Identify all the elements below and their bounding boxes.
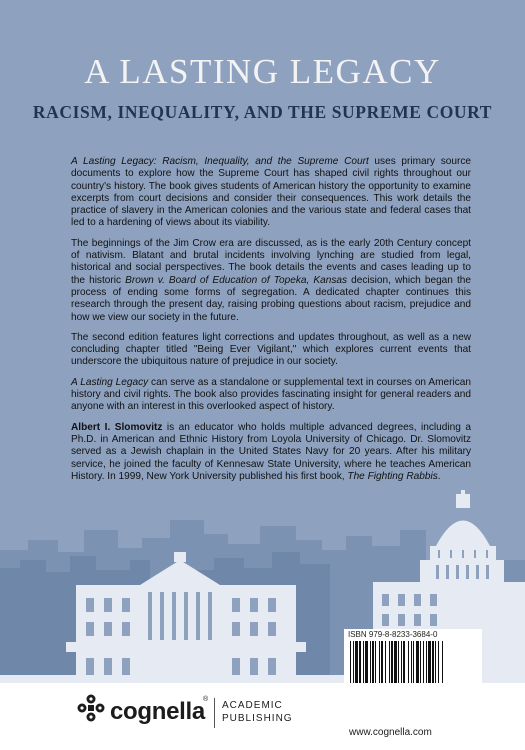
paragraph-4: A Lasting Legacy can serve as a standalone or supplemental text in courses on American history and civil rights. The book also provides fascinating insight for general readers and anyone with an interest in this overlooked aspect of history. [71, 376, 471, 413]
paragraph-1: A Lasting Legacy: Racism, Inequality, and the Supreme Court uses primary source documents to explore how the Supreme Court has shaped civil rights throughout our country's history. The book gives students of American history the opportunity to examine excerpts from court decisions and consider their consequences. This work details the practice of slavery in the American colonies and the various state and federal cases that led to a hardening of views about its viability. [71, 156, 472, 229]
paragraph-2: The beginnings of the Jim Crow era are discussed, as is the early 20th Century concept of nativism. Blatant and brutal incidents involving lynching are studied from legal, historical and social perspectives. The book details the events and cases leading up to the historic Brown v. Board of Education of Topeka, Kansas decision, which began the process of ending some forms of segregation. A dedicated chapter continues this research through the present day, raising probing questions about racism, prejudice and how we view our society in the future. [71, 237, 471, 323]
paragraph-3: The second edition features light corrections and updates throughout, as well as a new concluding chapter titled "Being Ever Vigilant," which explores current events that underscore the ubiquitous nature of prejudice in our society. [71, 331, 471, 368]
other-book-title: The Fighting Rabbis [347, 470, 438, 482]
publisher-url: www.cognella.com [349, 727, 432, 738]
publisher-tagline-1: ACADEMIC [222, 700, 283, 711]
description-text [71, 156, 471, 491]
barcode [350, 641, 476, 687]
isbn-text: ISBN 979-8-8233-3684-0 [348, 630, 438, 639]
author-bio: Albert I. Slomovitz is an educator who holds multiple advanced degrees, including a Ph.D. in American and Ethnic History from Loyola University of Chicago. Dr. Slomovitz served as a Jewish chaplain in the United States Navy for 20 years. After his military service, he joined the faculty of Kennesaw State University, where he teaches American History. In 1999, New York University published his first book, The Fighting Rabbis. [71, 421, 471, 482]
cognella-logo-icon [76, 693, 106, 723]
divider [214, 698, 215, 728]
publisher-tagline-2: PUBLISHING [222, 713, 293, 724]
book-title-ref: A Lasting Legacy: Racism, Inequality, and the Supreme Court [71, 156, 369, 167]
case-name: Brown v. Board of Education of Topeka, Kansas [125, 274, 348, 286]
book-subtitle: RACISM, INEQUALITY, AND THE SUPREME COURT [32, 102, 493, 122]
book-title: A LASTING LEGACY [84, 52, 441, 91]
registered-mark: ® [203, 696, 209, 703]
publisher-name: cognella [110, 698, 205, 725]
publisher-footer [0, 683, 525, 750]
book-title-ref: A Lasting Legacy [71, 376, 149, 388]
author-name: Albert I. Slomovitz [71, 421, 163, 433]
